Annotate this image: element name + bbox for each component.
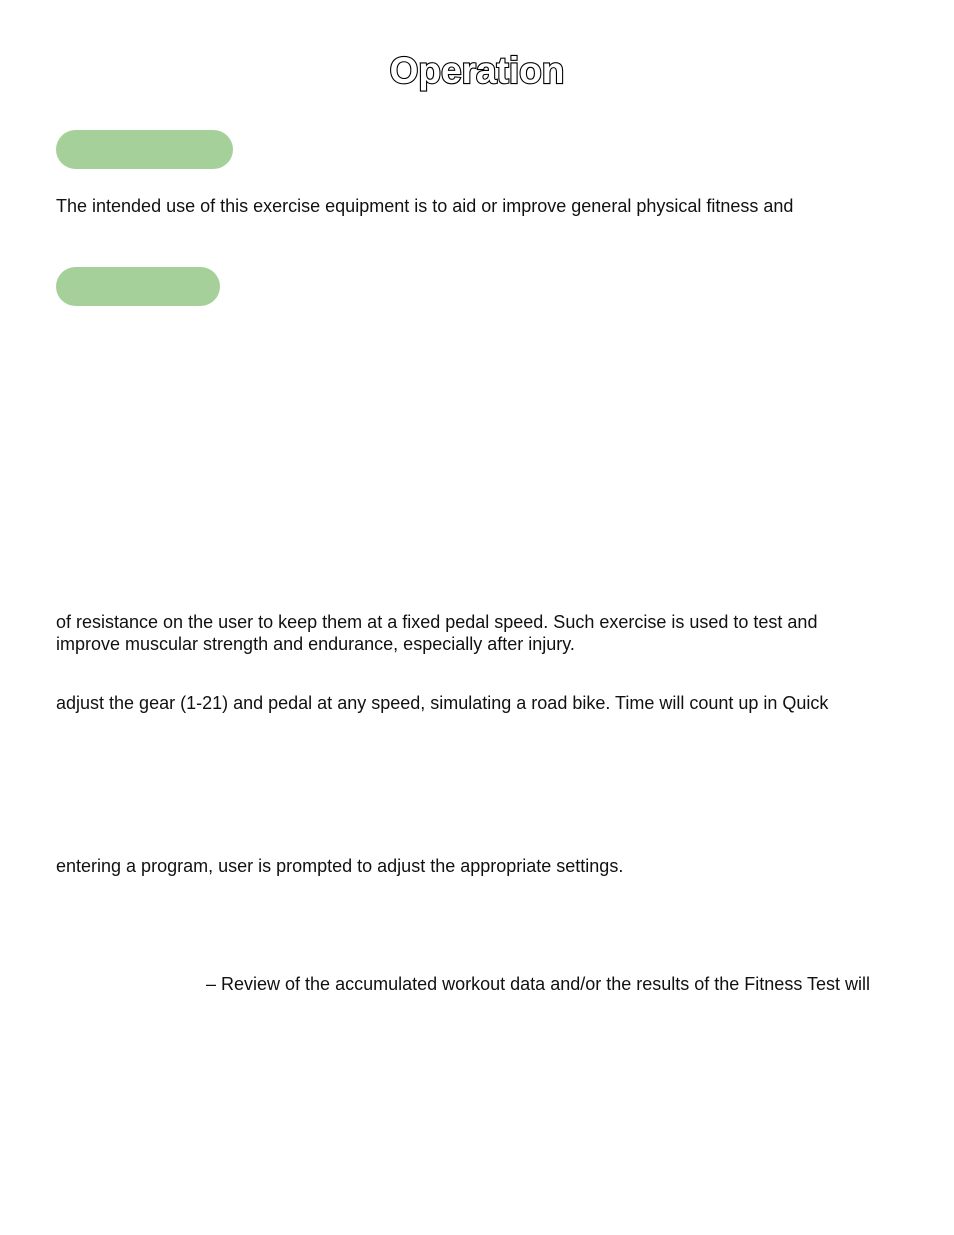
program-text: entering a program, user is prompted to adjust the appropriate settings. bbox=[56, 856, 624, 876]
resistance-text-line: improve muscular strength and endurance, especially after injury. bbox=[56, 634, 575, 654]
page-title: Operation bbox=[389, 50, 565, 91]
review-text: – Review of the accumulated workout data and/or the results of the Fitness Test will bbox=[206, 974, 871, 994]
resistance-text-line: of resistance on the user to keep them at a fixed pedal speed. Such exercise is used to test and bbox=[56, 612, 818, 632]
section-header-highlight bbox=[56, 130, 233, 169]
gear-text: adjust the gear (1-21) and pedal at any speed, simulating a road bike. Time will count up in Quick bbox=[56, 693, 829, 713]
resistance-paragraph bbox=[56, 611, 817, 655]
intended-use-text: The intended use of this exercise equipment is to aid or improve general physical fitness and bbox=[56, 196, 794, 216]
section-header-highlight bbox=[56, 267, 220, 306]
